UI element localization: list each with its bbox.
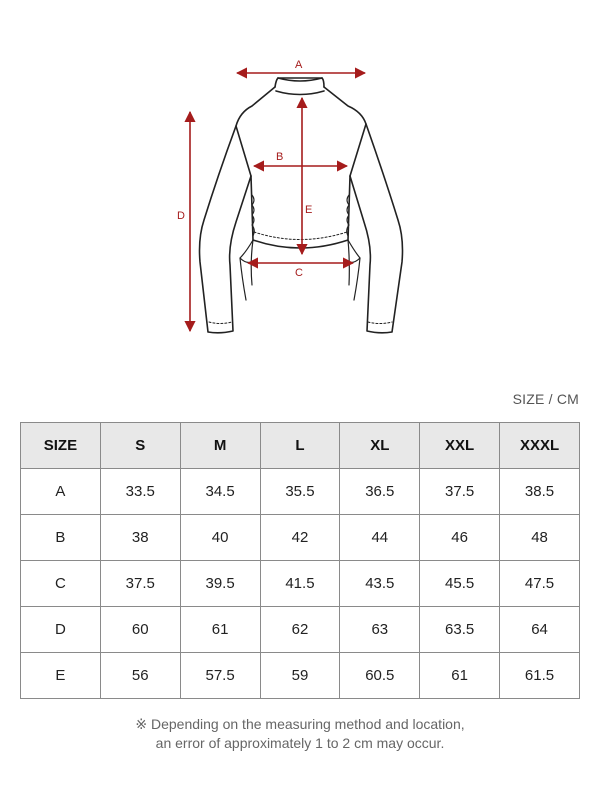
table-cell: 61 — [180, 607, 260, 653]
table-cell: 39.5 — [180, 561, 260, 607]
table-cell: 64 — [500, 607, 580, 653]
table-cell: 37.5 — [100, 561, 180, 607]
table-row — [21, 653, 580, 699]
table-cell: 57.5 — [180, 653, 260, 699]
table-cell: 61.5 — [500, 653, 580, 699]
table-cell: 37.5 — [420, 469, 500, 515]
table-cell: 38.5 — [500, 469, 580, 515]
table-cell: 59 — [260, 653, 340, 699]
row-label: C — [21, 561, 101, 607]
row-label: A — [21, 469, 101, 515]
table-cell: 43.5 — [340, 561, 420, 607]
header-cell: SIZE — [21, 423, 101, 469]
unit-label: SIZE / CM — [512, 391, 579, 407]
size-table — [20, 422, 580, 699]
header-cell: L — [260, 423, 340, 469]
top-outline — [200, 78, 403, 333]
table-row — [21, 469, 580, 515]
garment-diagram — [0, 0, 600, 360]
row-label: B — [21, 515, 101, 561]
table-row — [21, 515, 580, 561]
table-cell: 62 — [260, 607, 340, 653]
label-c: C — [295, 267, 303, 279]
table-cell: 42 — [260, 515, 340, 561]
label-a: A — [295, 59, 303, 71]
table-cell: 63 — [340, 607, 420, 653]
table-cell: 35.5 — [260, 469, 340, 515]
header-cell: S — [100, 423, 180, 469]
table-cell: 38 — [100, 515, 180, 561]
row-label: D — [21, 607, 101, 653]
header-cell: XXXL — [500, 423, 580, 469]
table-cell: 61 — [420, 653, 500, 699]
table-cell: 63.5 — [420, 607, 500, 653]
table-cell: 47.5 — [500, 561, 580, 607]
label-d: D — [177, 210, 185, 222]
table-cell: 33.5 — [100, 469, 180, 515]
table-row — [21, 561, 580, 607]
table-cell: 40 — [180, 515, 260, 561]
header-cell: XXL — [420, 423, 500, 469]
table-cell: 44 — [340, 515, 420, 561]
table-cell: 41.5 — [260, 561, 340, 607]
table-cell: 48 — [500, 515, 580, 561]
label-e: E — [305, 204, 313, 216]
table-cell: 36.5 — [340, 469, 420, 515]
table-cell: 60.5 — [340, 653, 420, 699]
table-cell: 34.5 — [180, 469, 260, 515]
note-line-2: an error of approximately 1 to 2 cm may occur. — [155, 735, 445, 751]
note-line-1: ※ Depending on the measuring method and location, — [135, 716, 465, 732]
header-cell: M — [180, 423, 260, 469]
row-label: E — [21, 653, 101, 699]
header-cell: XL — [340, 423, 420, 469]
label-b: B — [276, 151, 284, 163]
table-row — [21, 607, 580, 653]
table-cell: 60 — [100, 607, 180, 653]
table-cell: 46 — [420, 515, 500, 561]
table-cell: 45.5 — [420, 561, 500, 607]
measurement-note — [0, 715, 600, 753]
table-cell: 56 — [100, 653, 180, 699]
header-row — [21, 423, 580, 469]
measurement-arrows — [190, 73, 365, 331]
